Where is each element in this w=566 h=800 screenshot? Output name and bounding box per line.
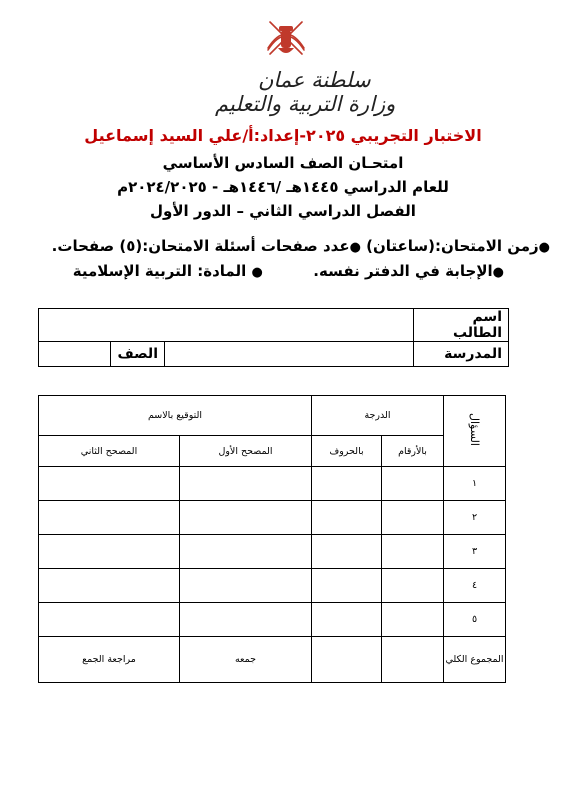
pages-text: عدد صفحات أسئلة الامتحان:(٥) صفحات.: [51, 237, 350, 255]
total-digits-cell[interactable]: [382, 637, 444, 683]
signature-header: التوقيع بالاسم: [39, 396, 312, 436]
second-corrector-header: المصحح الثاني: [39, 436, 180, 467]
second-corrector-cell[interactable]: [39, 501, 180, 535]
question-number: ١: [444, 467, 506, 501]
grades-table: [38, 395, 506, 683]
school-label: المدرسة: [414, 342, 509, 367]
first-corrector-cell[interactable]: [180, 535, 312, 569]
second-corrector-cell[interactable]: [39, 467, 180, 501]
first-corrector-header: المصحح الأول: [180, 436, 312, 467]
letters-cell[interactable]: [312, 535, 382, 569]
bullet-icon: ●: [349, 240, 361, 255]
second-corrector-cell[interactable]: [39, 569, 180, 603]
digits-cell[interactable]: [382, 569, 444, 603]
in-letters-header: بالحروف: [312, 436, 382, 467]
prepared-by: الاختبار التجريبي ٢٠٢٥-إعداد:أ/علي السيد إسماعيل: [84, 126, 482, 145]
digits-cell[interactable]: [382, 467, 444, 501]
student-info-table: [38, 308, 509, 367]
total-row: [39, 637, 506, 683]
table-row: [39, 467, 506, 501]
grade-header: الدرجة: [312, 396, 444, 436]
second-corrector-cell[interactable]: [39, 603, 180, 637]
duration-text: زمن الامتحان:(ساعتان): [366, 237, 539, 255]
table-row: [39, 501, 506, 535]
digits-cell[interactable]: [382, 603, 444, 637]
bullet-icon: ●: [492, 265, 504, 280]
answer-note-text: الإجابة في الدفتر نفسه.: [313, 262, 493, 280]
bullet-icon: ●: [251, 265, 263, 280]
letters-cell[interactable]: [312, 569, 382, 603]
question-number: ٢: [444, 501, 506, 535]
in-digits-header: بالأرقام: [382, 436, 444, 467]
first-corrector-cell[interactable]: [180, 569, 312, 603]
class-label: الصف: [111, 342, 165, 367]
table-row: [39, 569, 506, 603]
student-name-field[interactable]: [39, 309, 414, 342]
total-label: المجموع الكلي: [444, 637, 506, 683]
summation-label: جمعه: [180, 637, 312, 683]
term: الفصل الدراسي الثاني – الدور الأول: [150, 202, 416, 220]
question-header: السؤال: [444, 396, 506, 467]
letters-cell[interactable]: [312, 501, 382, 535]
table-row: [39, 603, 506, 637]
digits-cell[interactable]: [382, 501, 444, 535]
student-name-label: اسم الطالب: [414, 309, 509, 342]
academic-year: للعام الدراسي ١٤٤٥هـ /١٤٤٦هـ - ٢٠٢٤/٢٠٢٥م: [117, 178, 449, 196]
digits-cell[interactable]: [382, 535, 444, 569]
class-field[interactable]: [39, 342, 111, 367]
ministry-line-1: سلطنة عمان: [258, 68, 371, 92]
second-corrector-cell[interactable]: [39, 535, 180, 569]
letters-cell[interactable]: [312, 467, 382, 501]
letters-cell[interactable]: [312, 603, 382, 637]
exam-info-line-2: [73, 262, 504, 280]
first-corrector-cell[interactable]: [180, 603, 312, 637]
oman-emblem-icon: [262, 14, 310, 58]
ministry-line-2: وزارة التربية والتعليم: [215, 92, 396, 116]
subject-text: المادة: التربية الإسلامية: [72, 262, 247, 280]
bullet-icon: ●: [538, 240, 550, 255]
school-field[interactable]: [165, 342, 414, 367]
question-number: ٣: [444, 535, 506, 569]
total-letters-cell[interactable]: [312, 637, 382, 683]
question-number: ٤: [444, 569, 506, 603]
first-corrector-cell[interactable]: [180, 501, 312, 535]
first-corrector-cell[interactable]: [180, 467, 312, 501]
table-row: [39, 535, 506, 569]
exam-info-line-1: [52, 237, 550, 255]
question-number: ٥: [444, 603, 506, 637]
sum-review-label: مراجعة الجمع: [39, 637, 180, 683]
exam-title: امتحـان الصف السادس الأساسي: [162, 154, 404, 172]
